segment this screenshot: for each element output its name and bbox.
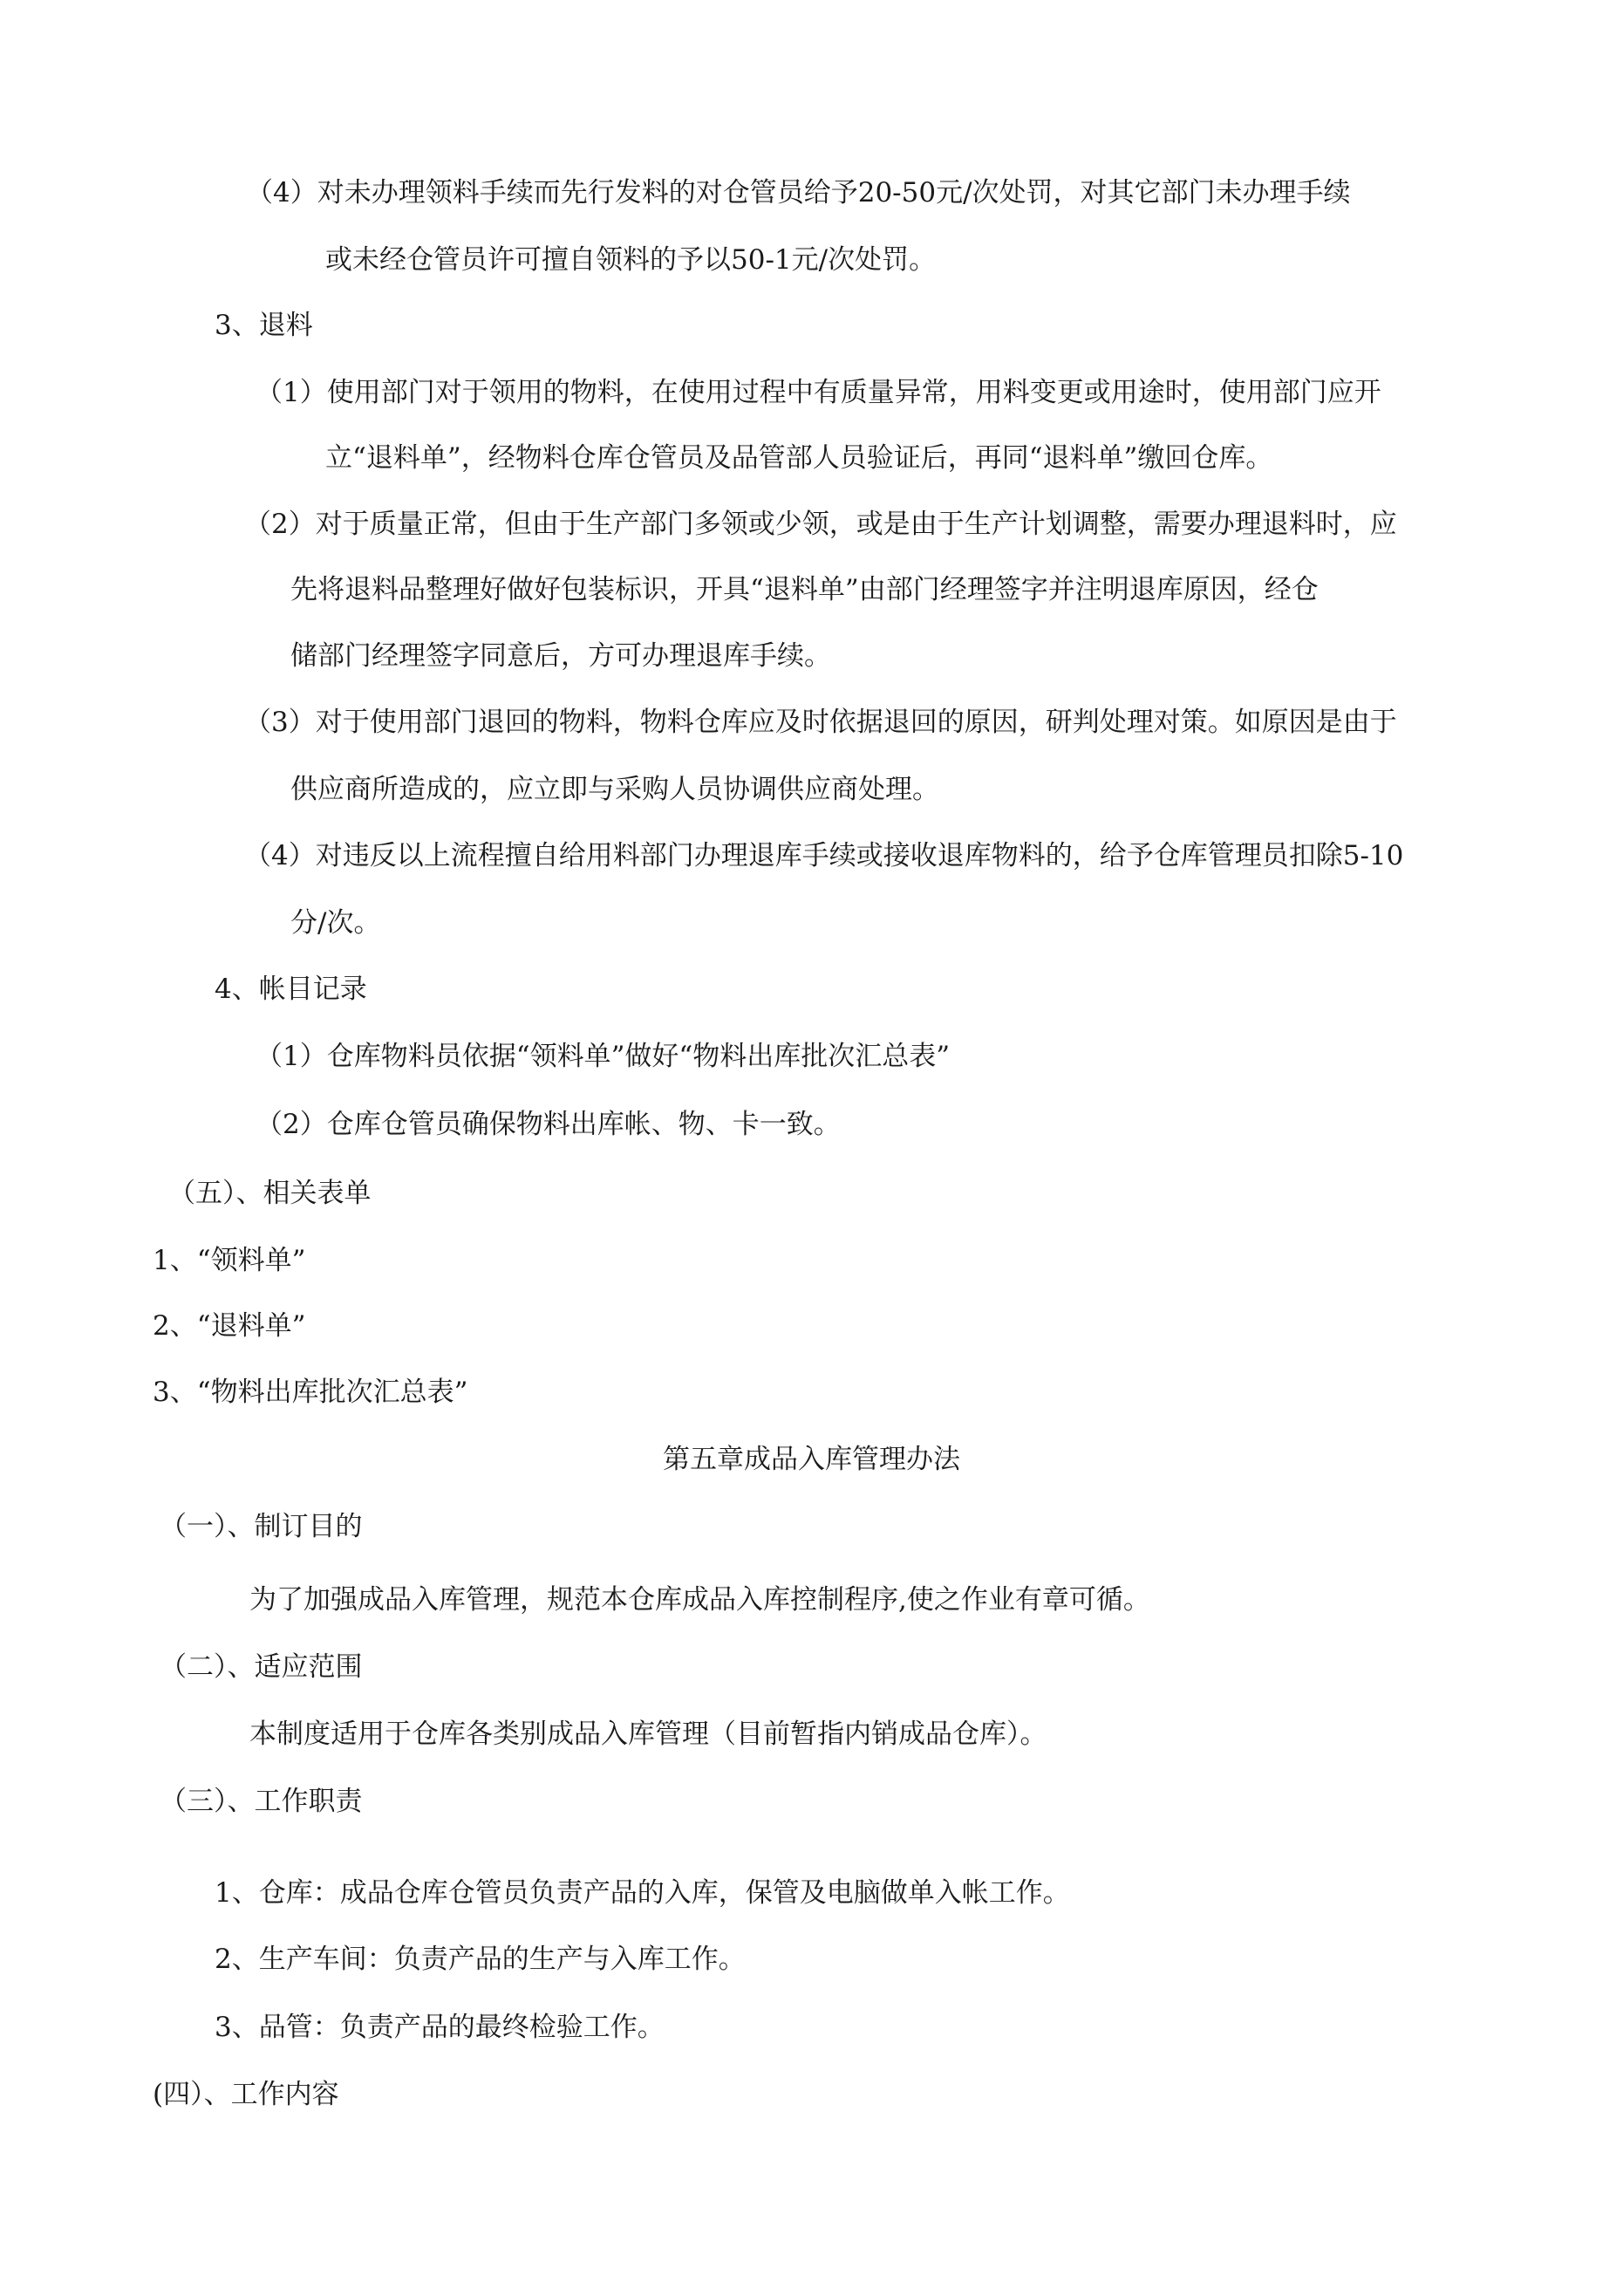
section-heading: （三）、工作职责 — [160, 1786, 363, 1817]
paragraph-line: （3）对于使用部门退回的物料，物料仓库应及时依据退回的原因，研判处理对策。如原因是由于 — [244, 707, 1397, 738]
form-list-item: 3、“物料出库批次汇总表” — [153, 1377, 468, 1408]
form-list-item: 1、“领料单” — [153, 1245, 306, 1276]
paragraph-line: 本制度适用于仓库各类别成品入库管理（目前暂指内销成品仓库）。 — [249, 1719, 1047, 1750]
paragraph-line: 1、仓库：成品仓库仓管员负责产品的入库，保管及电脑做单入帐工作。 — [215, 1877, 1070, 1909]
paragraph-line: 分/次。 — [290, 907, 381, 939]
paragraph-line: （4）对未办理领料手续而先行发料的对仓管员给予20-50元/次处罚，对其它部门未办理手续 — [246, 177, 1351, 208]
paragraph-line: （2）对于质量正常，但由于生产部门多领或少领，或是由于生产计划调整，需要办理退料时，应 — [244, 509, 1397, 540]
paragraph-line: （2）仓库仓管员确保物料出库帐、物、卡一致。 — [256, 1109, 841, 1140]
chapter-title: 第五章成品入库管理办法 — [663, 1444, 960, 1475]
section-heading: （一）、制订目的 — [160, 1511, 363, 1542]
section-heading: （五）、相关表单 — [168, 1178, 372, 1209]
section-heading: 3、退料 — [215, 310, 313, 341]
paragraph-line: 或未经仓管员许可擅自领料的予以50-1元/次处罚。 — [325, 244, 937, 276]
paragraph-line: 3、品管：负责产品的最终检验工作。 — [215, 2012, 665, 2043]
paragraph-line: 供应商所造成的，应立即与采购人员协调供应商处理。 — [290, 774, 939, 805]
form-list-item: 2、“退料单” — [153, 1310, 306, 1342]
paragraph-line: 储部门经理签字同意后，方可办理退库手续。 — [290, 640, 831, 672]
paragraph-line: （4）对违反以上流程擅自给用料部门办理退库手续或接收退库物料的，给予仓库管理员扣除5-10 — [244, 840, 1404, 871]
paragraph-line: 为了加强成品入库管理，规范本仓库成品入库控制程序,使之作业有章可循。 — [249, 1584, 1150, 1616]
section-heading: 4、帐目记录 — [215, 974, 367, 1005]
paragraph-line: 立“退料单”，经物料仓库仓管员及品管部人员验证后，再同“退料单”缴回仓库。 — [325, 442, 1273, 474]
paragraph-line: （1）仓库物料员依据“领料单”做好“物料出库批次汇总表” — [256, 1041, 951, 1072]
section-heading: （二）、适应范围 — [160, 1651, 363, 1683]
section-heading: (四）、工作内容 — [153, 2079, 339, 2110]
paragraph-line: 2、生产车间：负责产品的生产与入库工作。 — [215, 1944, 746, 1975]
paragraph-line: 先将退料品整理好做好包装标识，开具“退料单”由部门经理签字并注明退库原因，经仓 — [290, 574, 1319, 605]
paragraph-line: （1）使用部门对于领用的物料，在使用过程中有质量异常，用料变更或用途时，使用部门应开 — [256, 377, 1381, 408]
